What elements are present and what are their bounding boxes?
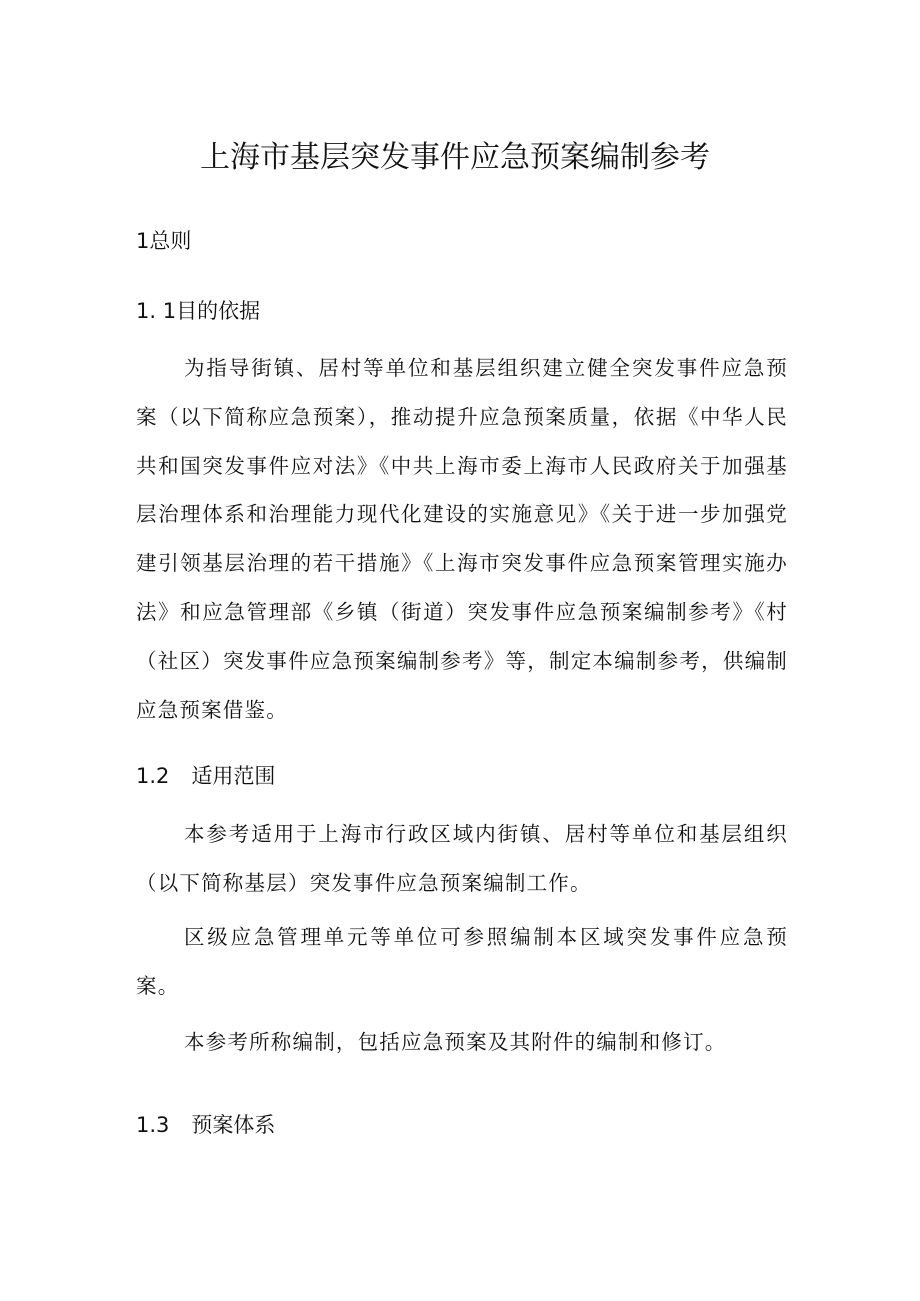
section-number: 1.2 [136, 764, 170, 788]
document-title [0, 133, 860, 183]
section-heading-1-3 [136, 1110, 275, 1140]
section-number: 1 [136, 229, 150, 253]
paragraph-scope-3: 本参考所称编制，包括应急预案及其附件的编制和修订。 [184, 1030, 727, 1054]
section-label: 总则 [149, 229, 192, 253]
section-heading-1 [136, 226, 191, 256]
section-number: 1.3 [136, 1113, 170, 1137]
document-title-text: 上海市基层突发事件应急预案编制参考 [200, 140, 710, 175]
section-label: 预案体系 [191, 1113, 276, 1137]
section-heading-1-2 [136, 761, 275, 791]
section-number: 1. 1 [136, 299, 177, 323]
section-label: 目的依据 [176, 299, 261, 323]
paragraph-scope-1: 本参考适用于上海市行政区域内街镇、居村等单位和基层组织（以下简称基层）突发事件应急预案编制工作。 [136, 822, 788, 895]
paragraph-scope-2: 区级应急管理单元等单位可参照编制本区域突发事件应急预案。 [136, 925, 788, 998]
paragraph-purpose: 为指导街镇、居村等单位和基层组织建立健全突发事件应急预案（以下简称应急预案），推动提升应急预案质量，依据《中华人民共和国突发事件应对法》《中共上海市委上海市人民政府关于加强基层治理体系和治理能力现代化建设的实施意见》《关于进一步加强党建引领基层治理的若干措施》《上海市突发事件应急预案管理实施办法》和应急管理部《乡镇（街道）突发事件应急预案编制参考》《村（社区）突发事件应急预案编制参考》等，制定本编制参考，供编制应急预案借鉴。 [136, 356, 788, 722]
section-label: 适用范围 [191, 764, 276, 788]
section-heading-1-1 [136, 296, 260, 326]
